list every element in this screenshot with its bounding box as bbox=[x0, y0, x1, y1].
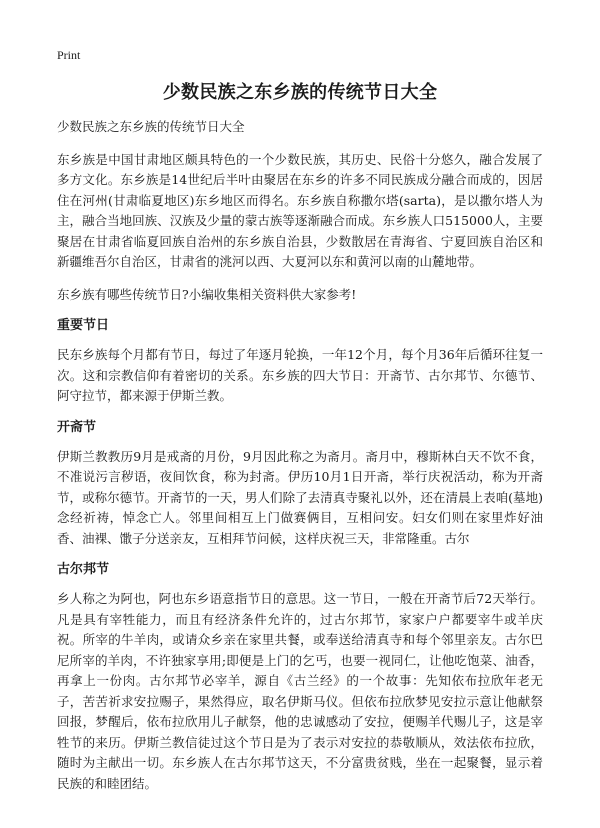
print-link[interactable]: Print bbox=[57, 48, 81, 62]
subtitle: 少数民族之东乡族的传统节日大全 bbox=[57, 119, 245, 134]
section-heading-important-festivals: 重要节日 bbox=[57, 318, 110, 333]
section-body-important-festivals: 民东乡族每个月都有节日，每过了年逐月轮换，一年12个月，每个月36年后循环往复一次。这和宗教信仰有着密切的关系。东乡族的四大节日：开斋节、古尔邦节、尔德节、阿守拉节，都来源于伊斯兰教。 bbox=[57, 347, 543, 403]
page-title: 少数民族之东乡族的传统节日大全 bbox=[162, 82, 438, 103]
section-heading-eid-al-adha: 古尔邦节 bbox=[57, 562, 110, 577]
section-body-eid-al-adha: 乡人称之为阿也，阿也东乡语意指节日的意思。这一节日，一般在开斋节后72天举行。凡是具有宰牲能力，而且有经济条件允许的，过古尔邦节，家家户户都要宰牛或羊庆祝。所宰的牛羊肉，或请众乡亲在家里共餐，或奉送给清真寺和每个邻里亲友。古尔巴尼所宰的羊肉，不许独家享用;即便是上门的乞丐，也要一视同仁，让他吃饱菜、油香，再拿上一份肉。古尔邦节必宰羊，源自《古兰经》的一个故事：先知依布拉欣年老无子，苦苦祈求安拉赐子，果然得应，取名伊斯马仪。但依布拉欣梦见安拉示意让他献祭回报，梦醒后，依布拉欣用儿子献祭，他的忠诚感动了安拉，便赐羊代赐儿子，这是宰牲节的来历。伊斯兰教信徒过这个节日是为了表示对安拉的恭敬顺从，效法依布拉欣，随时为主献出一切。东乡族人在古尔邦节这天，不分富贵贫贱，坐在一起聚餐，显示着民族的和睦团结。 bbox=[57, 591, 543, 791]
section-heading-eid-al-fitr: 开斋节 bbox=[57, 419, 97, 435]
question-paragraph: 东乡族有哪些传统节日?小编收集相关资料供大家参考! bbox=[57, 286, 357, 302]
section-body-eid-al-fitr: 伊斯兰教教历9月是戒斋的月份，9月因此称之为斋月。斋月中，穆斯林白天不饮不食，不准说污言秽语，夜间饮食，称为封斋。伊历10月1日开斋，举行庆祝活动，称为开斋节，或称尔德节。开斋节的一天，男人们除了去清真寺聚礼以外，还在清晨上表咱(墓地)念经祈祷，悼念亡人。邻里间相互上门做赛俩目，互相问安。妇女们则在家里炸好油香、油裸、馓子分送亲友，互相拜节问候，这样庆祝三天，非常隆重。古尔 bbox=[57, 448, 543, 546]
intro-paragraph: 东乡族是中国甘肃地区颇具特色的一个少数民族，其历史、民俗十分悠久，融合发展了多方文化。东乡族是14世纪后半叶由聚居在东乡的许多不同民族成分融合而成的，因居住在河州(甘肃临夏地区)东乡地区而得名。东乡族自称撒尔塔(sarta)，是以撒尔塔人为主，融合当地回族、汉族及少量的蒙古族等逐渐融合而成。东乡族人口515000人，主要聚居在甘肃省临夏回族自治州的东乡族自治县，少数散居在青海省、宁夏回族自治区和新疆维吾尔自治区，甘肃省的洮河以西、大夏河以东和黄河以南的山麓地带。 bbox=[57, 151, 543, 269]
article-body bbox=[57, 117, 543, 806]
